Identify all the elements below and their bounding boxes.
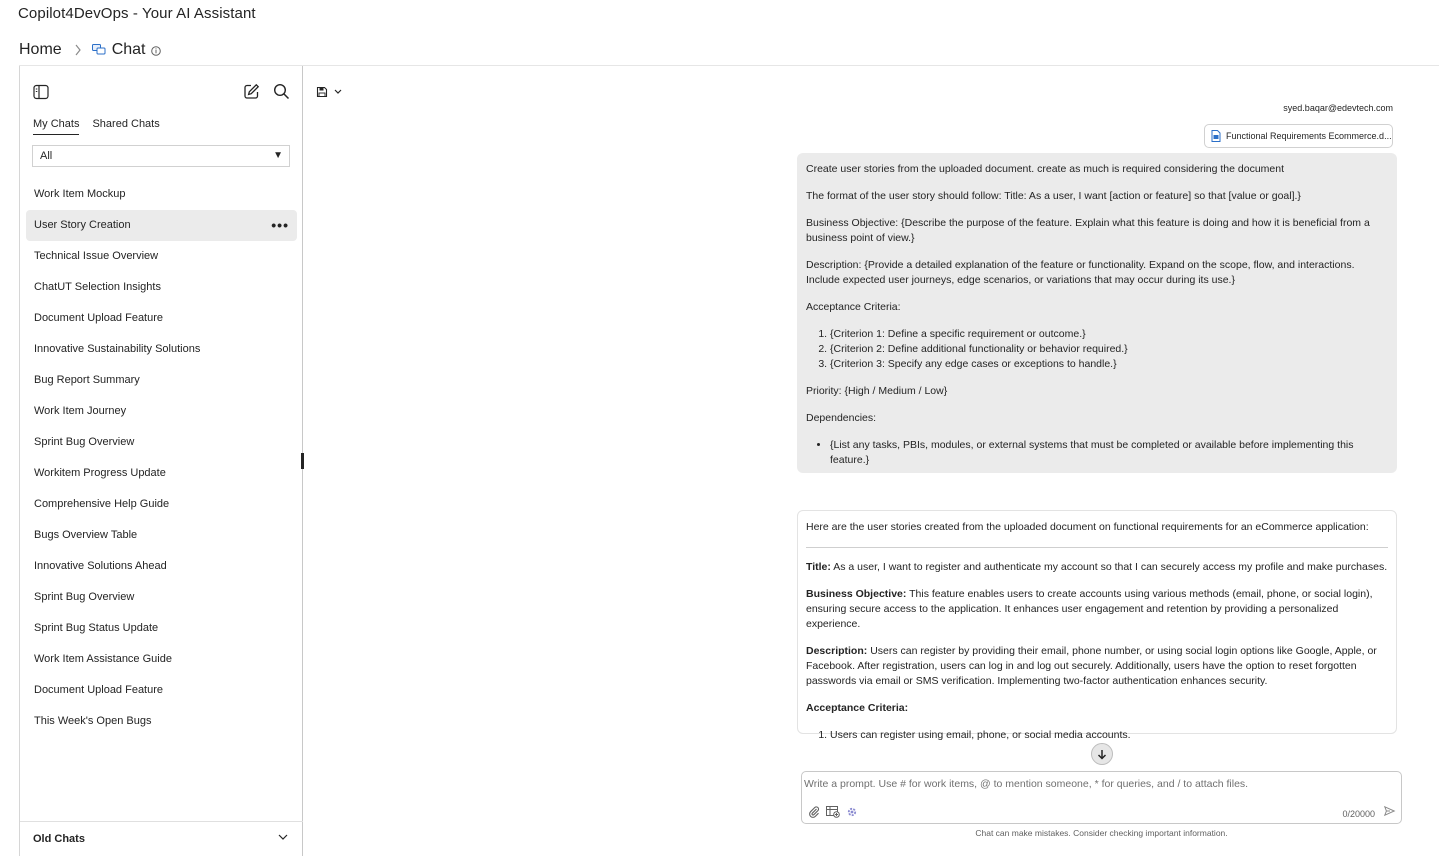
chat-history-item-label: Sprint Bug Overview bbox=[34, 591, 135, 603]
chat-history-item-label: Sprint Bug Status Update bbox=[34, 622, 159, 634]
attachment-name: Functional Requirements Ecommerce.d... bbox=[1226, 131, 1392, 141]
old-chats-label: Old Chats bbox=[33, 833, 85, 845]
save-icon bbox=[316, 86, 328, 98]
field-value: Users can register by providing their email, phone number, or using social login options like Google, Apple, or Facebook. After registration, users can log in and log out securely. Additionally, users have the option to reset forgotten passwords via email or SMS verification. Implementing two-factor authentication enhances security. bbox=[806, 645, 1377, 687]
sidebar-toggle-icon[interactable] bbox=[33, 84, 49, 100]
chat-history-item[interactable] bbox=[26, 241, 297, 272]
chat-history-item-label: Innovative Sustainability Solutions bbox=[34, 343, 201, 355]
breadcrumb bbox=[19, 40, 161, 60]
message-text: Business Objective: {Describe the purpose of the feature. Explain what this feature is doing and how it is beneficial from a business point of view.} bbox=[806, 217, 1370, 244]
message-text: The format of the user story should follow: Title: As a user, I want [action or feature] so that [value or goal].} bbox=[806, 190, 1301, 202]
field-label: Description: bbox=[806, 645, 868, 657]
chat-history-item[interactable] bbox=[26, 675, 297, 706]
assistant-message bbox=[797, 510, 1397, 741]
chat-history-item-label: Technical Issue Overview bbox=[34, 250, 159, 262]
field-label: Business Objective: bbox=[806, 588, 907, 600]
send-icon[interactable] bbox=[1384, 806, 1395, 816]
character-count: 0/20000 bbox=[1342, 809, 1375, 819]
chat-bubbles-icon bbox=[92, 44, 106, 56]
message-text: Priority: {High / Medium / Low} bbox=[806, 385, 948, 397]
message-text: Acceptance Criteria: bbox=[806, 301, 901, 313]
story-description bbox=[806, 644, 1388, 689]
paperclip-icon[interactable] bbox=[809, 806, 820, 818]
chat-history-item[interactable] bbox=[26, 272, 297, 303]
chat-history-item-label: Bugs Overview Table bbox=[34, 529, 138, 541]
table-icon[interactable] bbox=[826, 806, 840, 818]
criteria-list bbox=[830, 327, 1388, 372]
app-title: Copilot4DevOps - Your AI Assistant bbox=[18, 5, 256, 22]
field-value: This feature enables users to create accounts using various methods (email, phone, or social login), ensuring secure access to the application. It enhances user engagement and retention by providing a personalized experience. bbox=[806, 588, 1373, 630]
message-text: Description: {Provide a detailed explanation of the feature or functionality. Expand on the scope, flow, and interactions. Include expected user journeys, edge scenarios, or variations that may occur during its use.} bbox=[806, 259, 1355, 286]
breadcrumb-current: Chat bbox=[111, 41, 146, 58]
chat-main bbox=[304, 66, 1439, 859]
message-text: Dependencies: bbox=[806, 412, 877, 424]
list-item: 3. {Criterion 3: Specify any edge cases or exceptions to handle.} bbox=[830, 357, 1388, 372]
chat-history-item-label: This Week's Open Bugs bbox=[34, 715, 152, 727]
chat-history-item-label: Work Item Journey bbox=[34, 405, 127, 417]
caret-down-icon: ▼ bbox=[273, 150, 283, 161]
chat-history-item[interactable] bbox=[26, 210, 297, 241]
chat-history-sidebar bbox=[19, 66, 303, 856]
divider bbox=[806, 547, 1388, 548]
arrow-down-icon bbox=[1097, 749, 1107, 760]
chat-history-item[interactable] bbox=[26, 489, 297, 520]
list-item: 1. {Criterion 1: Define a specific requirement or outcome.} bbox=[830, 327, 1388, 342]
field-label: Acceptance Criteria: bbox=[806, 702, 909, 714]
story-title bbox=[806, 560, 1388, 575]
disclaimer-text: Chat can make mistakes. Consider checking important information. bbox=[975, 828, 1228, 838]
prompt-toolbar bbox=[809, 806, 858, 818]
chat-history-item[interactable] bbox=[26, 365, 297, 396]
document-icon bbox=[1211, 130, 1221, 142]
chat-history-item-label: Document Upload Feature bbox=[34, 312, 164, 324]
search-icon[interactable] bbox=[273, 83, 290, 100]
chat-list bbox=[26, 179, 297, 737]
chat-history-item[interactable] bbox=[26, 396, 297, 427]
chat-history-item-label: User Story Creation bbox=[34, 219, 131, 231]
chat-history-item[interactable] bbox=[26, 303, 297, 334]
chat-history-item-label: ChatUT Selection Insights bbox=[34, 281, 161, 293]
tab-shared-chats[interactable]: Shared Chats bbox=[92, 118, 160, 130]
field-value: As a user, I want to register and authenticate my account so that I can securely access my profile and make purchases. bbox=[833, 561, 1388, 573]
chat-history-item-label: Sprint Bug Overview bbox=[34, 436, 135, 448]
chat-history-item-label: Bug Report Summary bbox=[34, 374, 140, 386]
chat-history-item[interactable] bbox=[26, 427, 297, 458]
user-email: syed.baqar@edevtech.com bbox=[1283, 103, 1393, 113]
chat-history-item[interactable] bbox=[26, 458, 297, 489]
tab-my-chats[interactable]: My Chats bbox=[33, 118, 79, 135]
chat-history-item[interactable] bbox=[26, 644, 297, 675]
chat-history-item-label: Document Upload Feature bbox=[34, 684, 164, 696]
chat-history-item-label: Innovative Solutions Ahead bbox=[34, 560, 167, 572]
chat-history-item[interactable] bbox=[26, 520, 297, 551]
message-text: Create user stories from the uploaded document. create as much is required considering the document bbox=[806, 163, 1285, 175]
chat-history-item[interactable] bbox=[26, 582, 297, 613]
save-menu-button[interactable] bbox=[316, 86, 342, 98]
list-item: 1. Users can register using email, phone, or social media accounts. bbox=[830, 728, 1388, 743]
chat-history-item-label: Work Item Assistance Guide bbox=[34, 653, 172, 665]
breadcrumb-home[interactable]: Home bbox=[19, 41, 62, 58]
more-options-icon[interactable]: ••• bbox=[271, 217, 289, 233]
scroll-to-bottom-button[interactable] bbox=[1091, 743, 1113, 765]
chevron-down-icon bbox=[334, 89, 342, 95]
chat-history-item-label: Comprehensive Help Guide bbox=[34, 498, 170, 510]
chat-history-item[interactable] bbox=[26, 551, 297, 582]
chat-history-item[interactable] bbox=[26, 179, 297, 210]
chat-tabs bbox=[33, 118, 173, 135]
chat-filter-value: All bbox=[40, 150, 53, 162]
story-criteria-heading bbox=[806, 701, 1388, 716]
chat-filter-select[interactable] bbox=[32, 145, 290, 167]
chat-history-item-label: Workitem Progress Update bbox=[34, 467, 166, 479]
chat-history-item[interactable] bbox=[26, 613, 297, 644]
prompt-input[interactable] bbox=[804, 778, 1394, 790]
field-label: Title: bbox=[806, 561, 831, 573]
compose-icon[interactable] bbox=[243, 83, 260, 100]
gear-icon[interactable] bbox=[846, 806, 858, 818]
chat-history-item[interactable] bbox=[26, 334, 297, 365]
list-item: 2. {Criterion 2: Define additional functionality or behavior required.} bbox=[830, 342, 1388, 357]
info-icon[interactable] bbox=[151, 46, 161, 56]
old-chats-section[interactable] bbox=[20, 821, 303, 856]
attachment-chip[interactable] bbox=[1204, 124, 1393, 148]
list-item: • {List any tasks, PBIs, modules, or external systems that must be completed or available before implementing this feature.} bbox=[830, 438, 1388, 468]
message-text: Here are the user stories created from the uploaded document on functional requirements for an eCommerce application: bbox=[806, 521, 1369, 533]
chevron-down-icon bbox=[278, 834, 288, 841]
chat-history-item-label: Work Item Mockup bbox=[34, 188, 126, 200]
user-message bbox=[797, 153, 1397, 473]
chevron-right-icon bbox=[74, 44, 82, 56]
criteria-list bbox=[830, 728, 1388, 743]
chat-history-item[interactable] bbox=[26, 706, 297, 737]
dependencies-list bbox=[830, 438, 1388, 468]
story-objective bbox=[806, 587, 1388, 632]
prompt-composer bbox=[801, 771, 1402, 824]
